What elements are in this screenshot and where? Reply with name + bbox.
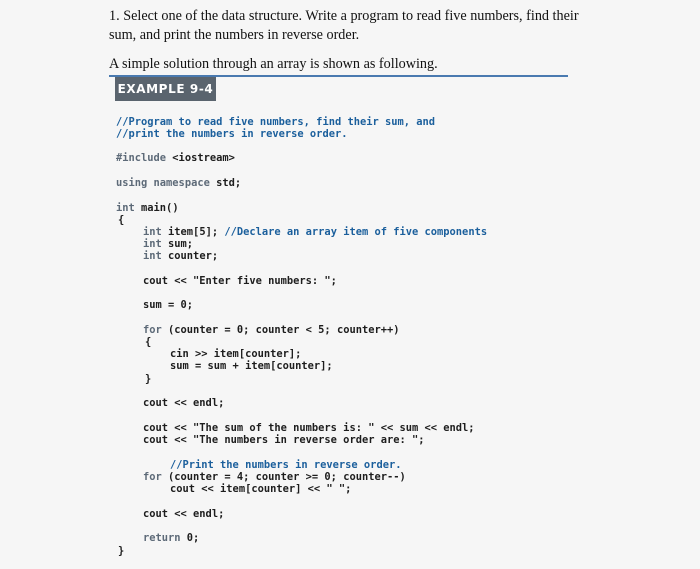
return-value: 0;	[180, 532, 200, 544]
question-line-1: 1. Select one of the data structure. Write a program to read five numbers, find their	[109, 8, 579, 24]
code-inner-open-brace: {	[145, 336, 152, 348]
code-include-line	[116, 152, 235, 164]
decl-counter-text: counter;	[161, 250, 219, 262]
main-signature: main()	[134, 202, 179, 214]
return-keyword: return	[143, 532, 181, 544]
for-keyword: for	[143, 471, 162, 483]
int-keyword: int	[116, 202, 135, 214]
code-decl-item	[143, 226, 487, 238]
code-comment-print: //Print the numbers in reverse order.	[170, 459, 402, 471]
decl-item-comment: //Declare an array item of five components	[224, 226, 488, 238]
code-decl-sum	[143, 238, 193, 250]
code-comment-line-2: //print the numbers in reverse order.	[116, 128, 348, 140]
code-cout-reverse: cout << "The numbers in reverse order are: ";	[143, 434, 425, 446]
intro-text: A simple solution through an array is shown as following.	[109, 56, 438, 72]
using-rest: std;	[209, 177, 242, 189]
code-cout-item: cout << item[counter] << " ";	[170, 483, 352, 495]
code-decl-counter	[143, 250, 218, 262]
code-cin-line: cin >> item[counter];	[170, 348, 302, 360]
for-loop-1-header: (counter = 0; counter < 5; counter++)	[161, 324, 400, 336]
code-endl-2: cout << endl;	[143, 508, 225, 520]
code-return-line	[143, 532, 199, 544]
code-main-line	[116, 202, 179, 214]
code-comment-line-1: //Program to read five numbers, find their sum, and	[116, 116, 436, 128]
int-keyword: int	[143, 226, 162, 238]
decl-item-text: item[5];	[161, 226, 225, 238]
code-cout-sum: cout << "The sum of the numbers is: " << sum << endl;	[143, 422, 475, 434]
int-keyword: int	[143, 238, 162, 250]
example-label: EXAMPLE 9-4	[115, 77, 216, 101]
code-sum-line: sum = sum + item[counter];	[170, 360, 333, 372]
code-open-brace: {	[118, 214, 125, 226]
question-line-2: sum, and print the numbers in reverse order.	[109, 26, 360, 43]
include-header: <iostream>	[166, 152, 235, 164]
for-keyword: for	[143, 324, 162, 336]
code-endl-1: cout << endl;	[143, 397, 225, 409]
code-sum-init: sum = 0;	[143, 299, 194, 311]
int-keyword: int	[143, 250, 162, 262]
using-keyword: using namespace	[116, 177, 210, 189]
code-cout-enter: cout << "Enter five numbers: ";	[143, 275, 337, 287]
code-close-brace: }	[118, 545, 125, 557]
for-loop-2-header: (counter = 4; counter >= 0; counter--)	[161, 471, 406, 483]
code-using-line	[116, 177, 241, 189]
code-for-loop-2	[143, 471, 406, 483]
code-inner-close-brace: }	[145, 373, 152, 385]
code-for-loop-1	[143, 324, 400, 336]
decl-sum-text: sum;	[161, 238, 194, 250]
include-directive: #include	[116, 152, 167, 164]
